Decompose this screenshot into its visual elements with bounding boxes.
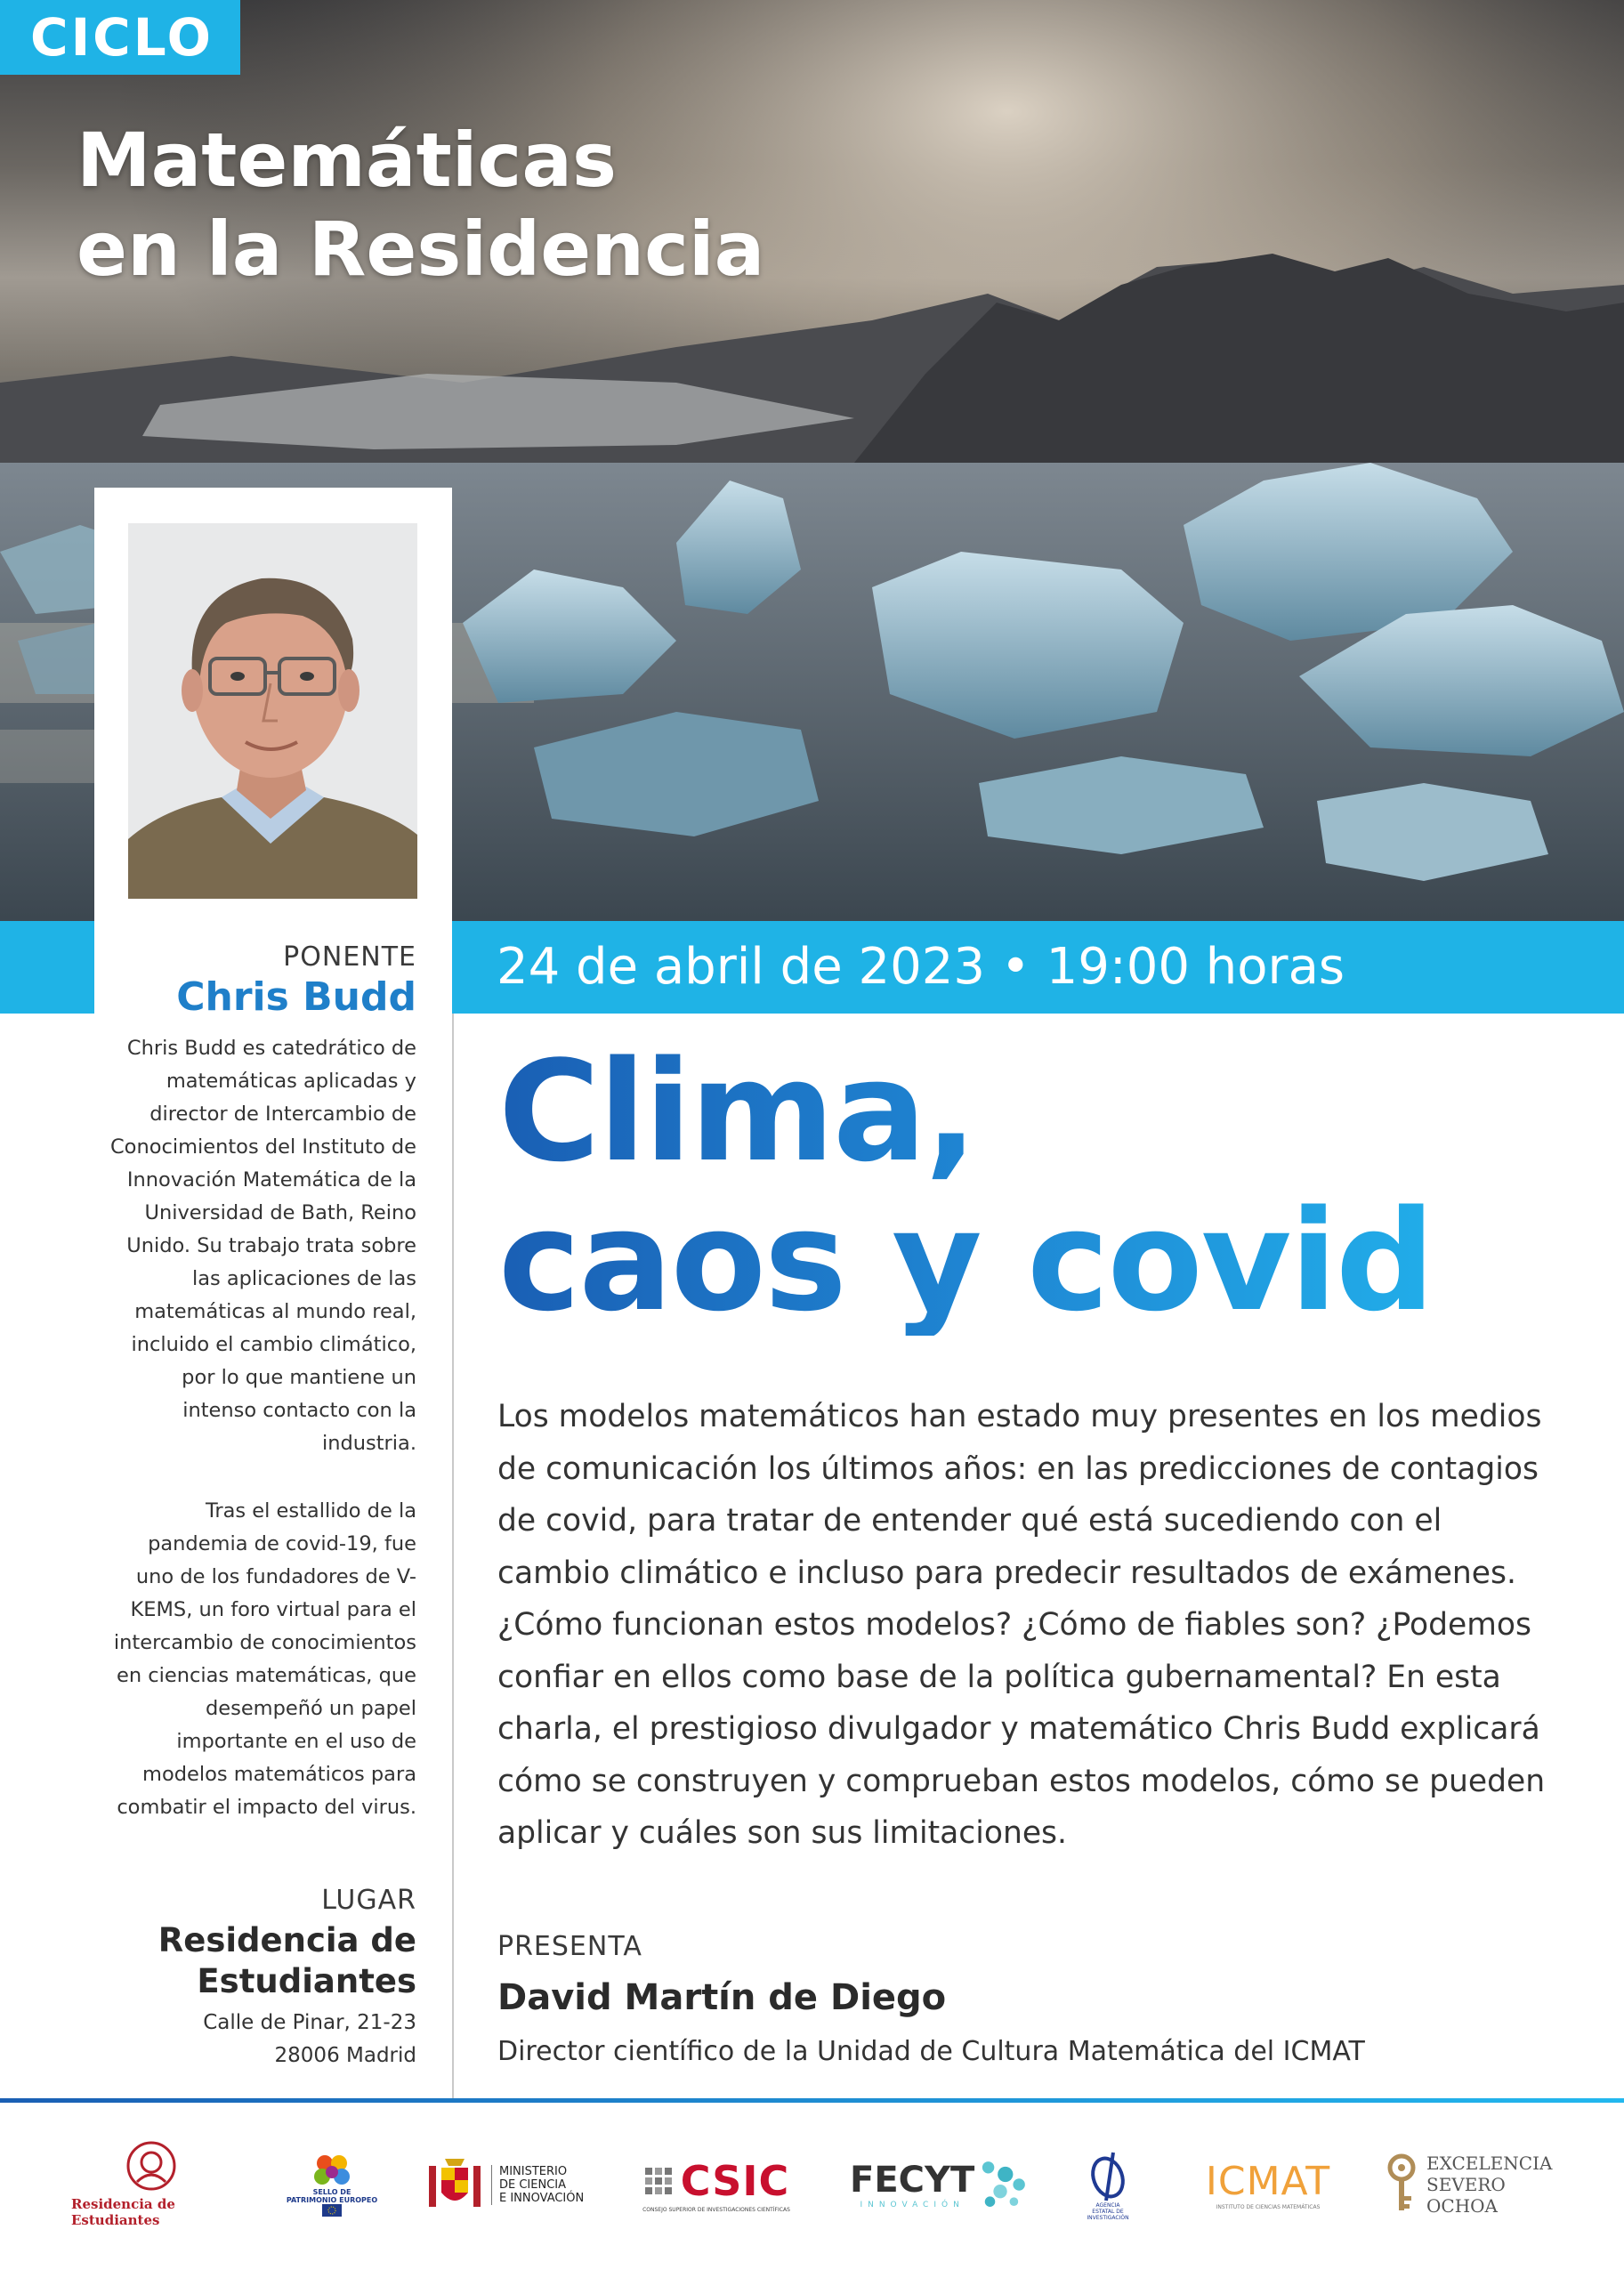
aei-symbol-icon bbox=[1081, 2149, 1135, 2202]
speaker-portrait-photo bbox=[128, 523, 417, 899]
icmat-logo bbox=[1201, 2118, 1335, 2251]
column-divider bbox=[452, 1014, 454, 2099]
residencia-logo bbox=[71, 2118, 231, 2251]
ministerio-text-line1: MINISTERIO bbox=[499, 2164, 568, 2178]
talk-abstract: Los modelos matemáticos han estado muy presentes en los medios de comunicación los últimos años: en las predicciones de contagios de covid, para tratar de entender qué está sucediendo con el cambio climático e incluso para predecir resultados de exámenes. ¿Cómo funcionan estos modelos? ¿Cómo de fiables son? ¿Podemos confiar en ellos como base de la política gubernamental? En esta charla, el prestigioso divulgador y matemático Chris Budd explicará cómo se construyen y comprueban estos modelos, cómo se pueden aplicar y cuáles son sus limitaciones. bbox=[497, 1399, 1546, 1851]
eu-flag-icon bbox=[322, 2204, 342, 2217]
series-title bbox=[77, 116, 877, 294]
residencia-emblem-icon bbox=[126, 2141, 176, 2191]
fecyt-logo bbox=[850, 2118, 1028, 2251]
icmat-text: ICMAT bbox=[1205, 2159, 1331, 2204]
severo-ochoa-logo bbox=[1384, 2118, 1571, 2251]
venue-address bbox=[203, 2007, 416, 2072]
ministerio-text-line3: E INNOVACIÓN bbox=[499, 2191, 585, 2205]
presenter-role: Director científico de la Unidad de Cultura Matemática del ICMAT bbox=[497, 2036, 1365, 2067]
series-title-line1: Matemáticas bbox=[77, 117, 618, 204]
venue-name-line2: Estudiantes bbox=[197, 1962, 416, 2000]
fecyt-molecule-icon bbox=[980, 2158, 1028, 2211]
footer-rule bbox=[0, 2098, 1624, 2103]
speaker-name: Chris Budd bbox=[176, 974, 416, 1020]
ministerio-text-line2: DE CIENCIA bbox=[499, 2177, 567, 2192]
severo-ochoa-key-icon bbox=[1384, 2153, 1419, 2216]
sello-text-line1: SELLO DE bbox=[312, 2188, 351, 2196]
severo-text-line2: SEVERO bbox=[1426, 2174, 1506, 2195]
sello-patrimonio-logo bbox=[283, 2118, 381, 2251]
aei-text-line2: ESTATAL DE bbox=[1092, 2208, 1124, 2215]
talk-title-line1: Clima, bbox=[498, 1030, 976, 1192]
aei-text-line1: AGENCIA bbox=[1095, 2201, 1120, 2209]
ministerio-logo bbox=[424, 2118, 602, 2251]
sello-text-line2: PATRIMONIO EUROPEO bbox=[286, 2196, 378, 2204]
aei-logo bbox=[1072, 2118, 1143, 2251]
venue-address-line2: 28006 Madrid bbox=[274, 2044, 416, 2067]
patrimonio-flower-icon bbox=[311, 2153, 352, 2188]
speaker-portrait-illustration bbox=[128, 523, 417, 899]
csic-mark bbox=[643, 2157, 790, 2205]
residencia-logo-text: Residencia de Estudiantes bbox=[71, 2196, 175, 2228]
fecyt-text: FECYT bbox=[850, 2160, 975, 2201]
venue-label: LUGAR bbox=[321, 1885, 416, 1916]
csic-text: CSIC bbox=[680, 2156, 790, 2205]
speaker-bio-paragraph-2: Tras el estallido de la pandemia de covid-19, fue uno de los fundadores de V-KEMS, un foro virtual para el intercambio de conocimientos en ciencias matemáticas, que desempeñó un papel importante en el uso de modelos matemáticos para combatir el impacto del virus. bbox=[113, 1499, 416, 1819]
speaker-bio-paragraph-1: Chris Budd es catedrático de matemáticas aplicadas y director de Intercambio de Conocimientos del Instituto de Innovación Matemática de la Universidad de Bath, Reino Unido. Su trabajo trata sobre las aplicaciones de las matemáticas al mundo real, incluido el cambio climático, por lo que mantiene un intenso contacto con la industria. bbox=[109, 1037, 416, 1455]
talk-title bbox=[498, 1030, 1566, 1342]
csic-grid-icon bbox=[643, 2166, 674, 2196]
aei-text-line3: INVESTIGACIÓN bbox=[1087, 2214, 1129, 2221]
speaker-label: PONENTE bbox=[283, 941, 416, 973]
venue-name-line1: Residencia de bbox=[158, 1921, 416, 1959]
sponsor-logos bbox=[0, 2118, 1624, 2251]
series-title-line2: en la Residencia bbox=[77, 206, 765, 293]
ciclo-tag: CICLO bbox=[0, 0, 240, 75]
ministerio-text bbox=[491, 2165, 584, 2205]
severo-text-line3: OCHOA bbox=[1426, 2195, 1498, 2217]
presenter-name: David Martín de Diego bbox=[497, 1977, 947, 2018]
presenter-label: PRESENTA bbox=[497, 1931, 642, 1962]
venue-address-line1: Calle de Pinar, 21-23 bbox=[203, 2011, 416, 2034]
severo-ochoa-text bbox=[1426, 2153, 1552, 2217]
event-date-time: 24 de abril de 2023 • 19:00 horas bbox=[497, 938, 1345, 996]
venue-name bbox=[158, 1920, 416, 2002]
csic-subtext: CONSEJO SUPERIOR DE INVESTIGACIONES CIENTÍFICAS bbox=[642, 2206, 790, 2213]
talk-title-line2: caos y covid bbox=[498, 1180, 1434, 1342]
csic-logo bbox=[623, 2118, 810, 2251]
severo-text-line1: EXCELENCIA bbox=[1426, 2153, 1553, 2174]
fecyt-text-block bbox=[850, 2160, 974, 2209]
fecyt-subtext: INNOVACIÓN bbox=[860, 2201, 965, 2209]
coat-of-arms-icon bbox=[424, 2153, 486, 2216]
icmat-subtext: INSTITUTO DE CIENCIAS MATEMÁTICAS bbox=[1216, 2204, 1321, 2210]
